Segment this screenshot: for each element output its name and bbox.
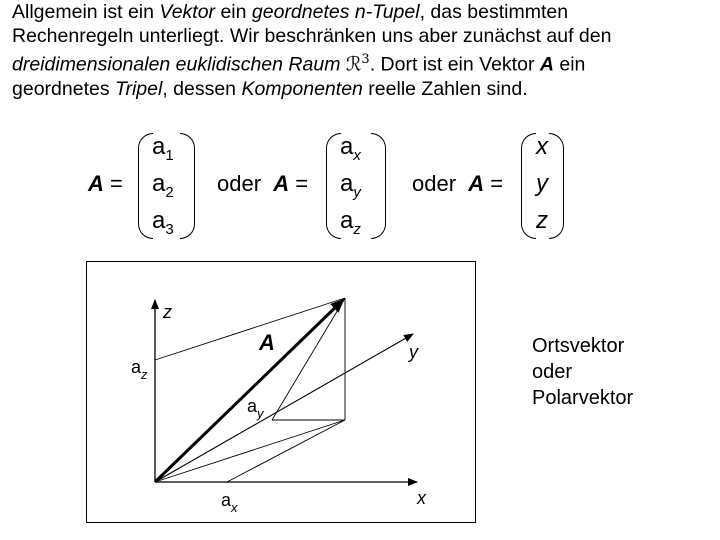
real-space-exponent: 3 — [361, 52, 370, 67]
right-parenthesis — [180, 133, 195, 239]
intro-paragraph — [12, 0, 712, 101]
vector-symbol: A — [468, 171, 485, 196]
real-space-letter: ℛ — [345, 52, 362, 76]
z-projection-line — [155, 298, 345, 360]
ay-label: $a_y$ — [247, 396, 264, 421]
text-run: geordnetes — [12, 77, 115, 100]
text-run: ein — [553, 53, 586, 76]
z-axis-label: z — [163, 302, 172, 322]
equals-sign: = — [110, 171, 123, 196]
oder-text: oder — [217, 171, 262, 196]
component-a1: $a_1$ — [152, 133, 174, 164]
equation-2-lhs — [217, 171, 308, 197]
text-run: reelle Zahlen sind. — [362, 77, 528, 100]
vector-a-label: A — [259, 330, 275, 355]
vector-symbol: A — [88, 171, 104, 196]
vector-diagram-svg — [87, 262, 475, 522]
figure-caption — [532, 333, 633, 411]
vector-a-arrow — [155, 300, 343, 482]
text-run: , das bestimmten — [419, 1, 569, 23]
text-run: Allgemein ist ein — [12, 1, 160, 23]
real-space-symbol — [346, 48, 370, 77]
az-label: $a_z$ — [131, 357, 148, 382]
text-run: Rechenregeln unterliegt. Wir beschränken uns aber zunächst auf den — [12, 25, 612, 47]
right-parenthesis — [371, 133, 386, 239]
equals-sign: = — [295, 171, 309, 196]
term-n-tupel: geordnetes n-Tupel — [251, 1, 420, 23]
text-run: ein — [215, 1, 252, 23]
equation-3-lhs — [412, 171, 503, 197]
vector-symbol: A — [273, 171, 290, 196]
text-run: , dessen — [162, 77, 242, 100]
component-y: y — [536, 170, 548, 197]
vector-diagram — [86, 261, 476, 523]
y-axis-label: y — [409, 342, 418, 362]
left-parenthesis — [326, 133, 341, 239]
oder-text: oder — [412, 171, 457, 196]
component-z: z — [536, 207, 548, 234]
caption-line-3: Polarvektor — [532, 387, 634, 409]
term-komponenten: Komponenten — [241, 77, 363, 100]
equation-1-lhs — [88, 171, 123, 197]
left-parenthesis — [521, 133, 536, 239]
base-diagonal-line — [155, 420, 345, 482]
left-parenthesis — [138, 133, 153, 239]
component-a2: $a_2$ — [152, 170, 174, 201]
right-parenthesis — [549, 133, 564, 239]
component-ax: $a_x$ — [340, 133, 361, 164]
component-a3: $a_3$ — [152, 207, 174, 238]
caption-line-1: Ortsvektor — [532, 335, 625, 357]
caption-line-2: oder — [532, 361, 573, 383]
component-az: $a_z$ — [340, 207, 361, 238]
term-raum: dreidimensionalen euklidischen Raum — [12, 53, 341, 76]
component-x: x — [536, 133, 548, 160]
text-run: . Dort ist ein Vektor — [369, 53, 540, 76]
equals-sign: = — [490, 171, 504, 196]
ax-parallel-line — [227, 420, 345, 482]
ax-label: $a_x$ — [221, 490, 238, 515]
component-ay: $a_y$ — [340, 170, 361, 201]
term-vektor: Vektor — [159, 1, 216, 23]
x-axis-label: x — [417, 488, 426, 508]
term-tripel: Tripel — [115, 77, 163, 100]
vector-symbol-inline: A — [539, 53, 554, 76]
